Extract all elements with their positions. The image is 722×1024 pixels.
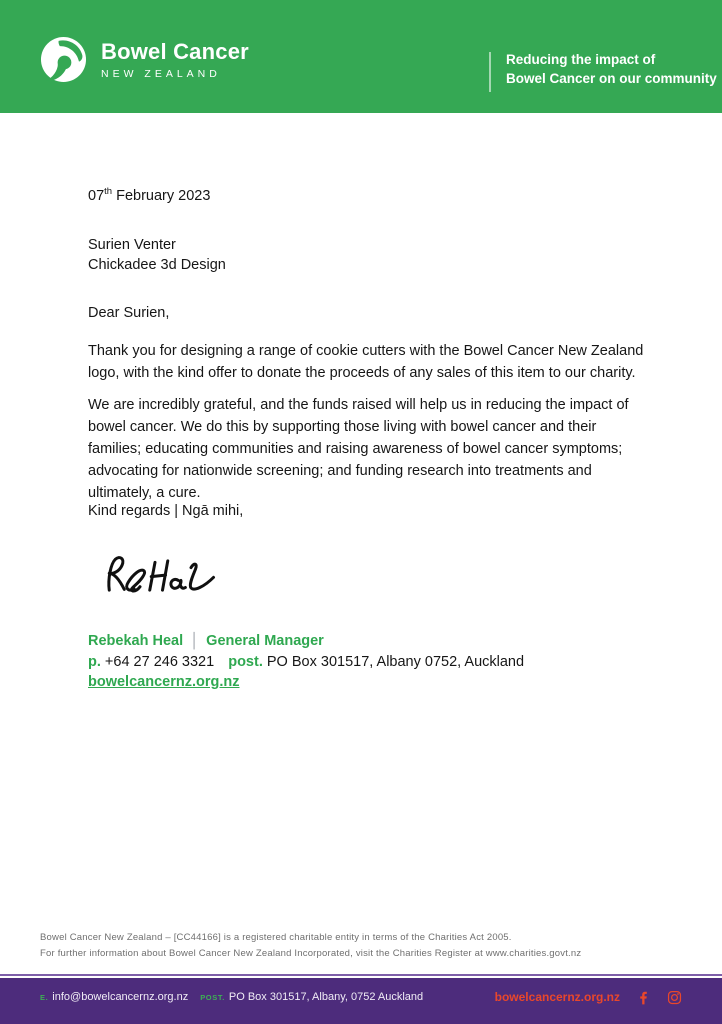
- separator-bar: │: [190, 633, 200, 649]
- date-ordinal-suffix: th: [104, 186, 113, 197]
- footer-links: [495, 990, 682, 1005]
- tagline-line-1: Reducing the impact of: [506, 52, 656, 67]
- bowel-cancer-logo-icon: [40, 36, 87, 83]
- instagram-icon[interactable]: [667, 990, 682, 1005]
- brand-text: [101, 40, 249, 80]
- tagline: [489, 50, 717, 92]
- brand-subtitle: NEW ZEALAND: [101, 67, 221, 80]
- letter-date: 07th February 2023: [88, 186, 211, 204]
- paragraph-1: Thank you for designing a range of cookie cutters with the Bowel Cancer New Zealand logo, with the kind offer to donate the proceeds of any sales of this item to our charity.: [88, 343, 644, 381]
- footer-email[interactable]: info@bowelcancernz.org.nz: [52, 991, 189, 1003]
- website-link[interactable]: bowelcancernz.org.nz: [88, 674, 240, 690]
- facebook-icon[interactable]: [636, 990, 651, 1005]
- legal-line-2: For further information about Bowel Cancer New Zealand Incorporated, visit the Charities Register at www.charities.govt.nz: [40, 948, 582, 959]
- footer-website-link[interactable]: bowelcancernz.org.nz: [494, 990, 620, 1004]
- letterhead: [0, 0, 722, 113]
- tagline-line-2: Bowel Cancer on our community: [506, 71, 717, 86]
- recipient-company: Chickadee 3d Design: [88, 256, 226, 273]
- post-label: post.: [228, 653, 263, 670]
- phone-address-line: [88, 652, 524, 673]
- signatory-name: Rebekah Heal: [88, 633, 184, 649]
- footer-post-label: POST.: [200, 993, 225, 1002]
- phone-number: +64 27 246 3321: [104, 653, 215, 670]
- brand-name: Bowel Cancer: [101, 38, 249, 64]
- paragraph-2: We are incredibly grateful, and the funds raised will help us in reducing the impact of bowel cancer. We do this by supporting those living with bowel cancer and their families; educating communities and raising awareness of bowel cancer symptoms; advocating for nationwide screening; and funding research into treatments and ultimately, a cure.: [88, 397, 629, 501]
- tagline-divider: [489, 52, 491, 92]
- salutation: Dear Surien,: [88, 305, 170, 321]
- signatory-line: [88, 631, 524, 652]
- legal-notice: [40, 930, 581, 962]
- signature-contact-block: [88, 631, 524, 693]
- legal-line-1: Bowel Cancer New Zealand – [CC44166] is a registered charitable entity in terms of the Charities Act 2005.: [40, 932, 512, 943]
- brand: [40, 36, 249, 83]
- phone-label: p.: [88, 653, 101, 670]
- footer-accent-line: [0, 974, 722, 976]
- recipient-name: Surien Venter: [88, 237, 176, 253]
- footer-address: PO Box 301517, Albany, 0752 Auckland: [228, 991, 424, 1003]
- signature-image: [98, 545, 218, 603]
- email-label: E.: [40, 993, 49, 1002]
- footer-bar: [0, 978, 722, 1024]
- postal-address: PO Box 301517, Albany 0752, Auckland: [266, 653, 525, 670]
- signatory-title: General Manager: [206, 633, 324, 649]
- recipient-block: [88, 236, 226, 275]
- closing-line: Kind regards | Ngā mihi,: [88, 503, 244, 519]
- footer-contact: [40, 991, 423, 1003]
